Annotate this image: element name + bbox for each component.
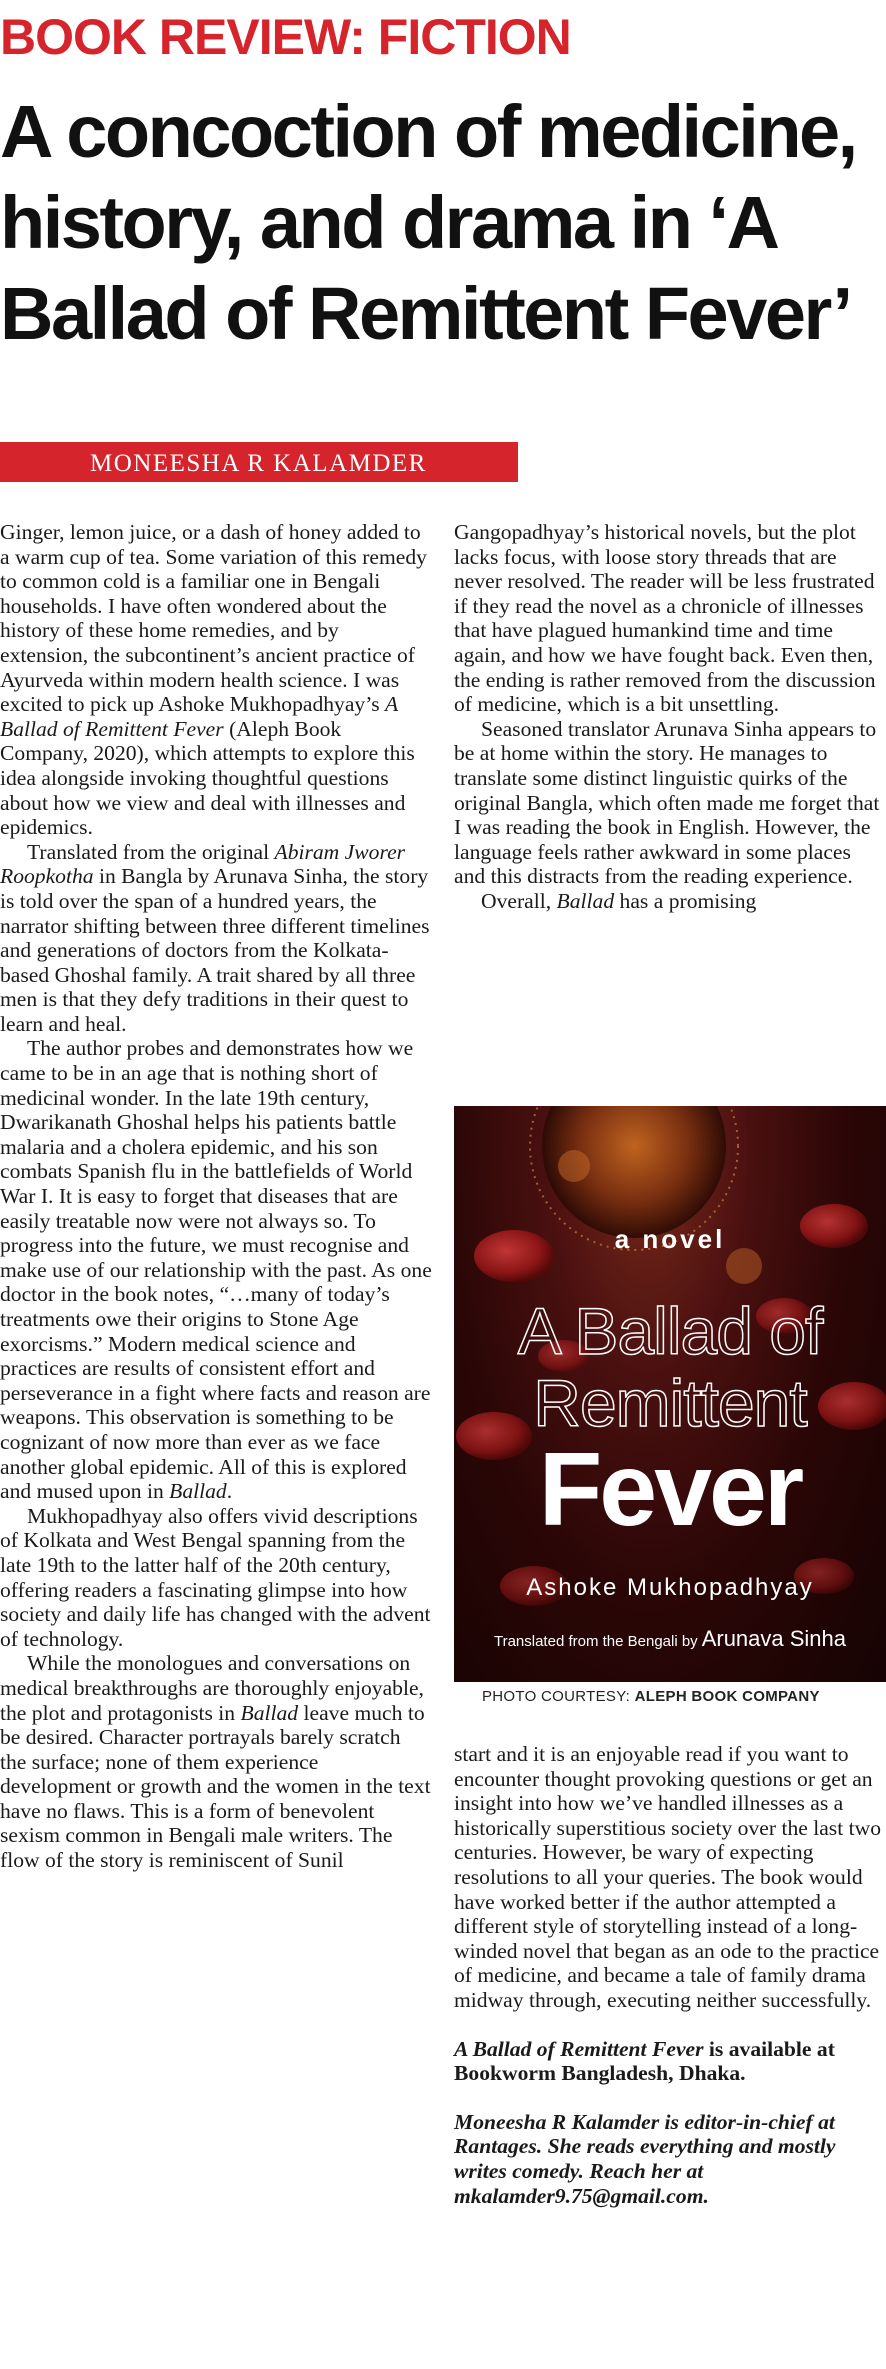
article-column-right-top [454, 520, 886, 914]
byline-bar [0, 442, 518, 482]
cover-title-line-1: A Ballad of [517, 1294, 823, 1368]
paragraph-3: The author probes and demonstrates how we came to be in an age that is nothing short of medicinal wonder. In the late 19th century, Dwarikanath Ghoshal helps his patients battle malaria and a cholera epidemic, and his son combats Spanish flu in the battlefields of World War I. It is easy to forget that diseases that are easily treatable now were not always so. To progress into the future, we must recognise and make use of our relationship with the past. As one doctor in the book notes, “…many of today’s treatments owe their origins to Stone Age exorcisms.” Modern medical science and practices are results of consistent effort and perseverance in a fight where facts and reason are weapons. This observation is something to be cognizant of now more than ever as we face another global epidemic. All of this is explored and mused upon in Ballad. [0, 1036, 432, 1504]
original-title: Abiram Jworer Roopkotha [0, 839, 406, 889]
paragraph-9: start and it is an enjoyable read if you want to encounter thought provoking questions or get an insight into how we’ve handled illnesses as a historically superstitious society over the last two centuries. However, be wary of expecting resolutions to all your queries. The book would have worked better if the author attempted a different style of storytelling instead of a long-winded novel that began as an ode to the practice of medicine, and became a tale of family drama midway through, executing neither successfully. [454, 1742, 882, 2012]
book-cover-image [454, 1106, 886, 1682]
paragraph-6: Gangopadhyay’s historical novels, but the plot lacks focus, with loose story threads that are never resolved. The reader will be less frustrated if they read the novel as a chronicle of illnesses that have plagued humankind time and time again, and how we have fought back. Even then, the ending is rather removed from the discussion of medicine, which is a bit unsettling. [454, 520, 876, 717]
paragraph-2: Translated from the original Abiram Jworer Roopkotha in Bangla by Arunava Sinha, the story is told over the span of a hundred years, the narrator shifting between three different timelines and generations of doctors from the Kolkata-based Ghoshal family. A trait shared by all three men is that they defy traditions in their quest to learn and heal. [0, 839, 430, 1036]
author-bio: Moneesha R Kalamder is editor-in-chief at Rantages. She reads everything and mostly writes comedy. Reach her at mkalamder9.75@gmail.com. [454, 2109, 836, 2208]
article-column-right-bottom [454, 1742, 886, 2208]
byline: MONEESHA R KALAMDER [90, 450, 427, 477]
paragraph-4: Mukhopadhyay also offers vivid descriptions of Kolkata and West Bengal spanning from the late 19th to the latter half of the 20th century, offering readers a fascinating glimpse into how society and daily life has changed with the advent of technology. [0, 1503, 431, 1651]
article-headline: A concoction of medicine, history, and drama in ‘A Ballad of Remittent Fever’ [0, 90, 856, 355]
cover-title-line-3: Fever [538, 1432, 802, 1548]
cover-tagline: a novel [614, 1224, 726, 1254]
paragraph-5: While the monologues and conversations on medical breakthroughs are thoroughly enjoyable, the plot and protagonists in Ballad leave much to be desired. Character portrayals barely scratch the surface; none of them experience development or growth and the women in the text have no flaws. This is a form of benevolent sexism common in Bengali male writers. The flow of the story is reminiscent of Sunil [0, 1651, 431, 1873]
paragraph-1: Ginger, lemon juice, or a dash of honey added to a warm cup of tea. Some variation of this remedy to common cold is a familiar one in Bengali households. I have often wondered about the history of these home remedies, and by extension, the subcontinent’s ancient practice of Ayurveda within modern health science. I was excited to pick up Ashoke Mukhopadhyay’s A Ballad of Remittent Fever (Aleph Book Company, 2020), which attempts to explore this idea alongside invoking thoughtful questions about how we view and deal with illnesses and epidemics. [0, 520, 427, 840]
paragraph-7: Seasoned translator Arunava Sinha appears to be at home within the story. He manages to translate some distinct linguistic quirks of the original Bangla, which often made me forget that I was reading the book in English. However, the language feels rather awkward in some places and this distracts from the reading experience. [454, 716, 880, 889]
book-title: A Ballad of Remittent Fever [0, 692, 398, 741]
cover-title-line-2: Remittent [533, 1366, 807, 1440]
section-kicker: BOOK REVIEW: FICTION [0, 9, 571, 65]
paragraph-8: Overall, Ballad has a promising [481, 888, 757, 913]
cover-author: Ashoke Mukhopadhyay [526, 1574, 814, 1601]
availability-note: A Ballad of Remittent Fever is available at Bookworm Bangladesh, Dhaka. [454, 2036, 835, 2086]
photo-credit: PHOTO COURTESY: ALEPH BOOK COMPANY [482, 1688, 820, 1705]
article-column-left [0, 520, 432, 1873]
cover-translator: Translated from the Bengali by Arunava Sinha [493, 1626, 847, 1651]
